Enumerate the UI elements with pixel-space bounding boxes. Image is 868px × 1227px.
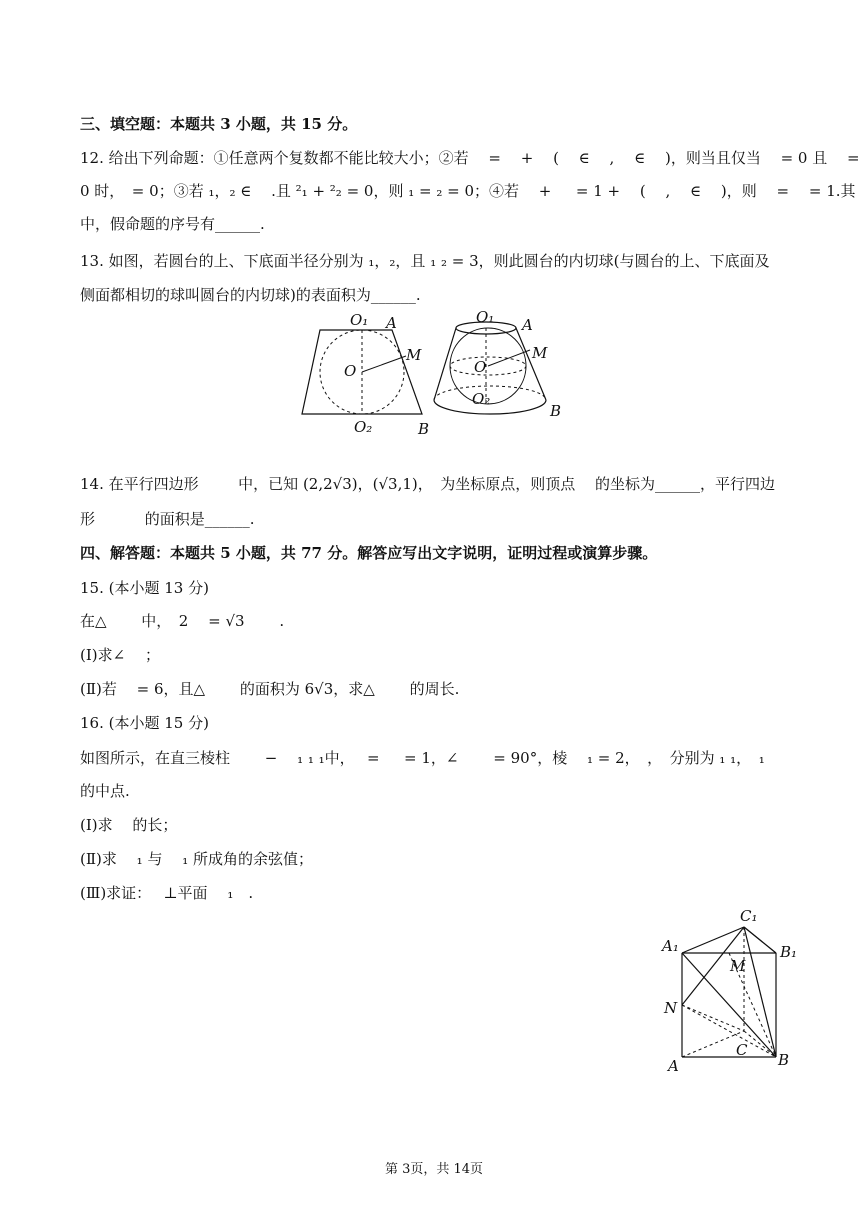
label-b-right: B <box>550 402 562 420</box>
q16-part-3: (Ⅲ)求证： ⊥平面 ₁ . <box>80 884 254 902</box>
q13-line-2: 侧面都相切的球叫圆台的内切球)的表面积为______. <box>80 286 421 304</box>
q16-line-2: 的中点. <box>80 782 130 800</box>
label-o2-left: O₂ <box>354 418 373 436</box>
label-n: N <box>664 999 678 1017</box>
q14-line-2: 形 的面积是______. <box>80 510 255 528</box>
q16-title: 16. (本小题 15 分) <box>80 714 209 732</box>
q16-part-2: (Ⅱ)求 ₁ 与 ₁ 所成角的余弦值； <box>80 850 313 868</box>
q15-title: 15. (本小题 13 分) <box>80 579 209 597</box>
q14-text-a: 14. 在平行四边形 中，已知 <box>80 475 303 493</box>
q14-point-2: (√3,1) <box>372 475 418 493</box>
q14-text-b: ， <box>357 475 373 493</box>
q12-line-3: 中，假命题的序号有______. <box>80 215 265 233</box>
label-m-right: M <box>532 344 548 362</box>
label-b1: B₁ <box>780 943 798 961</box>
label-c1: C₁ <box>740 907 758 925</box>
label-o1-right: O₁ <box>476 308 495 326</box>
label-o-left: O <box>344 362 357 380</box>
prism-figure <box>660 905 810 1077</box>
frustum-solid <box>434 308 561 420</box>
label-b-left: B <box>418 420 430 438</box>
label-a-left: A <box>386 314 397 332</box>
label-a1: A₁ <box>662 937 679 955</box>
q12-line-1: 12. 给出下列命题：①任意两个复数都不能比较大小；②若 = + ( ∈ , ∈ )，则当且仅当 = 0 且 = <box>80 149 860 167</box>
q16-line-1: 如图所示，在直三棱柱 − ₁ ₁ ₁中， = = 1，∠ = 90°，棱 ₁ = 2， ， 分别为 ₁ ₁， ₁ <box>80 749 765 767</box>
label-m: M <box>730 957 746 975</box>
q13-line-1: 13. 如图，若圆台的上、下底面半径分别为 ₁，₂，且 ₁ ₂ = 3，则此圆台的内切球(与圆台的上、下底面及 <box>80 252 770 270</box>
label-o-right: O <box>474 358 487 376</box>
q15-part-1: (Ⅰ)求∠ ； <box>80 646 160 664</box>
q14-line-1 <box>80 474 775 494</box>
page-footer: 第 3页，共 14页 <box>384 1162 484 1177</box>
section-heading-answers: 四、解答题：本题共 5 小题，共 77 分。解答应写出文字说明，证明过程或演算步骤。 <box>80 544 658 562</box>
frustum-cross-section <box>302 311 429 438</box>
frustum-figure <box>296 308 586 440</box>
label-o2-right: O₂ <box>472 390 491 408</box>
section-heading-fill-in: 三、填空题：本题共 3 小题，共 15 分。 <box>80 115 358 133</box>
q15-line-1: 在△ 中， 2 = √3 . <box>80 612 285 630</box>
label-o1-left: O₁ <box>350 311 369 329</box>
label-m-left: M <box>406 346 422 364</box>
label-b: B <box>778 1051 790 1069</box>
q14-point-1: (2,2√3) <box>302 475 358 493</box>
q16-part-1: (Ⅰ)求 的长； <box>80 816 178 834</box>
label-a-right: A <box>522 316 533 334</box>
q12-line-2: 0 时， = 0；③若 ₁，₂ ∈ .且 ²₁ + ²₂ = 0，则 ₁ = ₂ = 0；④若 + = 1 + ( , ∈ )，则 = = 1.其 <box>80 182 856 200</box>
label-a: A <box>668 1057 679 1075</box>
label-c: C <box>736 1041 748 1059</box>
q15-part-2: (Ⅱ)若 = 6，且△ 的面积为 6√3，求△ 的周长. <box>80 680 460 698</box>
q14-text-c: ， 为坐标原点，则顶点 的坐标为______，平行四边 <box>417 475 776 493</box>
